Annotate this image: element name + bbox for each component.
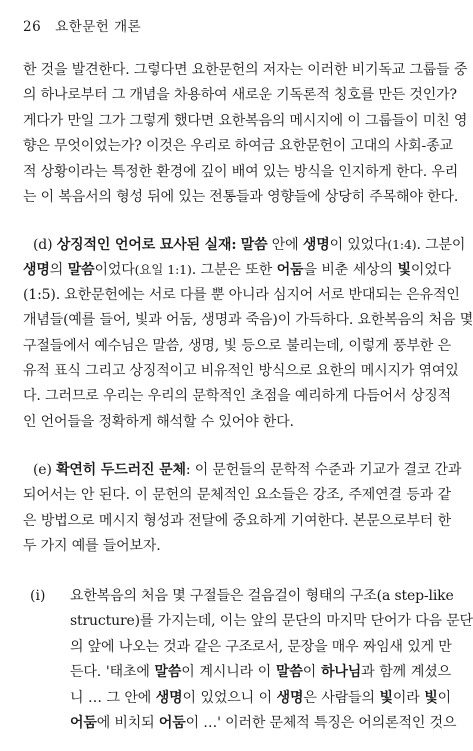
emphasis-word: 빛 [424, 689, 438, 706]
paragraph-e [23, 458, 462, 560]
item-label: (d) [33, 237, 57, 253]
text-run: 이 [437, 689, 451, 706]
emphasis-word: 어둠 [276, 262, 304, 279]
text-line [70, 686, 451, 711]
text-line: 다. 그러므로 우리는 우리의 문학적인 초점을 예리하게 다듬어서 상징적 [23, 388, 451, 405]
text-line [23, 232, 466, 257]
running-title: 요한문헌 개론 [55, 19, 142, 35]
text-line: 요한복음의 처음 몇 구절들은 걸음걸이 형태의 구조(a step-like [70, 588, 454, 604]
text-run: 은 사람들의 [303, 689, 380, 706]
text-line [23, 257, 451, 282]
page-number: 26 [23, 19, 42, 35]
text-run: 이 [302, 664, 321, 681]
text-run: 안에 [267, 237, 303, 253]
emphasis-word: 말씀 [276, 664, 303, 681]
emphasis-word: 말씀 [240, 237, 268, 253]
emphasis-word: 생명 [23, 262, 50, 279]
emphasis-heading: 확연히 두드러진 문체 [56, 462, 186, 478]
emphasis-word: 생명 [276, 689, 304, 706]
text-run: : 이 문헌들의 문학적 수준과 기교가 결코 간과 [185, 462, 462, 478]
text-run: 에 비치되 [96, 714, 159, 731]
text-line: structure)를 가지는데, 이는 앞의 문단의 마지막 단어가 다음 문단 [70, 613, 473, 630]
text-line: 개념들(예를 들어, 빛과 어둠, 생명과 죽음)이 가득하다. 요한복음의 처음 몇 [23, 312, 473, 329]
text-line: 게다가 만일 그가 그렇게 했다면 요한복음의 메시지에 이 그룹들이 미친 영 [23, 112, 468, 129]
text-line: 의 하나로부터 그 개념을 차용하여 새로운 기독론적 칭호를 만든 것인가? [23, 87, 457, 104]
text-line: 는 이 복음서의 형성 뒤에 있는 전통들과 영향들에 상당히 주목해야 한다. [23, 188, 459, 205]
emphasis-word: 빛 [379, 689, 393, 706]
text-run: 이었다 [94, 262, 135, 279]
paragraph-1 [23, 58, 468, 210]
emphasis-word: 하나님 [320, 664, 362, 681]
emphasis-word: 생명 [155, 689, 183, 706]
text-run: 이 …' 이러한 문체적 특징은 어의론적인 것으 [185, 714, 457, 731]
verse-reference: (요일 1:1) [134, 262, 192, 278]
text-run: 이 있었으니 이 [182, 689, 277, 706]
text-line: 두 가지 예를 들어보자. [23, 538, 161, 555]
text-run: 의 [49, 262, 68, 279]
item-label: (e) [33, 462, 57, 478]
emphasis-word: 어둠 [158, 714, 186, 731]
text-line: 적 상황이라는 특정한 환경에 깊이 배여 있는 방식을 인지하게 한다. 우리 [23, 163, 459, 180]
text-run: 이라 [392, 689, 425, 706]
text-line: 되어서는 안 된다. 이 문헌의 문체적인 요소들은 강조, 주제연결 등과 같 [23, 487, 451, 504]
list-marker: (i) [30, 588, 46, 604]
text-run: 니 … 그 안에 [70, 689, 156, 706]
text-run: 이었다 [410, 262, 451, 279]
text-line: 유적 표식 그리고 상징적이고 비유적인 방식으로 요한의 메시지가 엮여있 [23, 362, 459, 379]
text-run: 이 계시니라 이 [181, 664, 276, 681]
emphasis-word: 생명 [302, 237, 330, 253]
verse-reference: (1:4) [387, 237, 417, 252]
text-line: 인 언어들을 정확하게 해석할 수 있어야 한다. [23, 413, 294, 430]
text-line: 의 앞에 나오는 것과 같은 구조로서, 문장을 매우 짜임새 있게 만 [70, 638, 452, 655]
list-item-body [70, 584, 473, 736]
emphasis-heading: 상징적인 언어로 묘사된 실재: [56, 237, 237, 253]
emphasis-word: 어둠 [70, 714, 97, 731]
text-line: 향은 무엇이었는가? 이것은 우리로 하여금 요한문헌이 고대의 사회-종교 [23, 138, 453, 155]
emphasis-word: 말씀 [154, 664, 182, 681]
text-run: 을 비춘 세상의 [303, 262, 398, 279]
text-run: 이 있었다 [329, 237, 388, 253]
running-header [23, 15, 141, 35]
emphasis-word: 빛 [397, 262, 411, 279]
text-line [70, 660, 451, 685]
text-line: 은 방법으로 메시지 형성과 전달에 중요하게 기여한다. 본문으로부터 한 [23, 512, 451, 529]
text-run: 든다. '태초에 [70, 664, 155, 681]
text-line: 구절들에서 예수님은 말씀, 생명, 빛 등으로 불리는데, 이렇게 풍부한 은 [23, 337, 451, 354]
text-run: 과 함께 계셨으 [361, 664, 451, 681]
text-run: . 그분이 [416, 237, 466, 253]
paragraph-d [23, 232, 473, 435]
text-line: (1:5). 요한문헌에는 서로 다를 뿐 아니라 심지어 서로 반대되는 은유적인 [23, 286, 460, 303]
text-line [23, 458, 462, 483]
text-run: . 그분은 또한 [191, 262, 277, 279]
emphasis-word: 말씀 [67, 262, 95, 279]
text-line: 한 것을 발견한다. 그렇다면 요한문헌의 저자는 이러한 비기독교 그룹들 중 [23, 62, 468, 78]
text-line [70, 711, 457, 736]
